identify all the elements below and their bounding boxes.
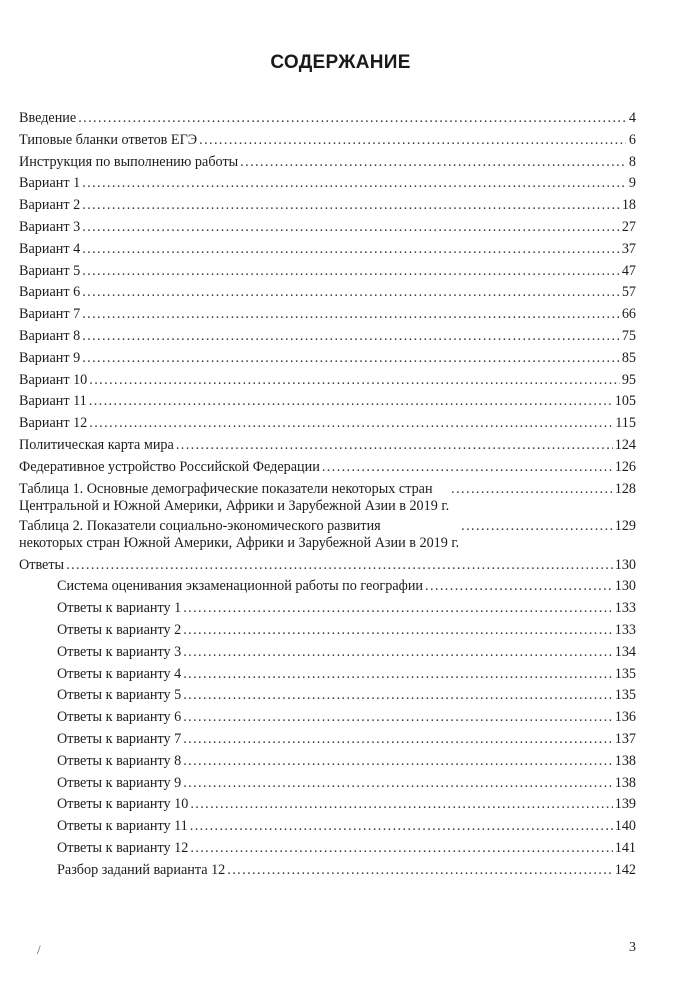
dot-leader xyxy=(227,860,612,882)
dot-leader xyxy=(89,413,613,435)
dot-leader xyxy=(183,664,613,686)
toc-entry-title: Ответы к варианту 1 xyxy=(57,600,182,617)
dot-leader xyxy=(183,685,613,707)
toc-entry-title-line-2: некоторых стран Южной Америки, Африки и Зарубежной Азии в 2019 г. xyxy=(19,534,460,551)
toc-entry-title: Типовые бланки ответов ЕГЭ xyxy=(19,131,198,148)
dot-leader xyxy=(190,838,612,860)
toc-entry-variant-9[interactable] xyxy=(19,348,636,370)
toc-entry-variant-6[interactable] xyxy=(19,282,636,304)
toc-entry-page: 37 xyxy=(621,240,636,257)
toc-entry-title: Ответы к варианту 9 xyxy=(57,774,182,791)
toc-entry-page: 47 xyxy=(621,262,636,279)
dot-leader xyxy=(89,391,613,413)
toc-entry-title-line-1: Таблица 2. Показатели социально-экономического развития xyxy=(19,517,381,534)
toc-entry-page: 6 xyxy=(628,131,636,148)
toc-entry-title: Ответы xyxy=(19,556,65,573)
dot-leader xyxy=(183,642,613,664)
toc-entry-variant-7[interactable] xyxy=(19,304,636,326)
toc-entry-page: 126 xyxy=(614,458,636,475)
toc-entry-title xyxy=(19,518,459,552)
dot-leader xyxy=(183,751,613,773)
toc-entry-answers-variant-7[interactable] xyxy=(19,729,636,751)
dot-leader xyxy=(82,195,620,217)
toc-entry-variant-10[interactable] xyxy=(19,370,636,392)
dot-leader xyxy=(82,282,620,304)
toc-entry-page: 115 xyxy=(615,415,636,432)
toc-entry-variant-8[interactable] xyxy=(19,326,636,348)
dot-leader xyxy=(183,773,613,795)
toc-entry-title: Ответы к варианту 8 xyxy=(57,752,182,769)
toc-entry-variant-1[interactable] xyxy=(19,173,636,195)
toc-entry-answer-forms[interactable] xyxy=(19,130,636,152)
dot-leader xyxy=(82,348,620,370)
toc-entry-answers-variant-11[interactable] xyxy=(19,816,636,838)
toc-entry-introduction[interactable] xyxy=(19,108,636,130)
page-title: СОДЕРЖАНИЕ xyxy=(270,52,411,73)
toc-entry-title: Ответы к варианту 10 xyxy=(57,796,189,813)
dot-leader xyxy=(199,130,626,152)
dot-leader xyxy=(190,794,612,816)
toc-entry-variant-12-analysis[interactable] xyxy=(19,860,636,882)
toc-entry-title-line-2: Центральной и Южной Америки, Африки и Зарубежной Азии в 2019 г. xyxy=(19,497,450,514)
toc-entry-political-map[interactable] xyxy=(19,435,636,457)
toc-entry-answers-variant-6[interactable] xyxy=(19,707,636,729)
dot-leader xyxy=(89,370,620,392)
dot-leader xyxy=(82,326,620,348)
toc-entry-page: 138 xyxy=(614,752,636,769)
toc-entry-title: Ответы к варианту 12 xyxy=(57,839,189,856)
dot-leader xyxy=(425,576,613,598)
toc-entry-title: Ответы к варианту 6 xyxy=(57,709,182,726)
toc-entry-answers-variant-1[interactable] xyxy=(19,598,636,620)
toc-entry-variant-11[interactable] xyxy=(19,391,636,413)
toc-entry-page: 142 xyxy=(614,861,636,878)
toc-entry-page: 95 xyxy=(621,371,636,388)
toc-entry-variant-3[interactable] xyxy=(19,217,636,239)
dot-leader xyxy=(183,620,613,642)
dot-leader xyxy=(82,217,620,239)
toc-entry-title: Политическая карта мира xyxy=(19,436,174,453)
dot-leader xyxy=(461,518,613,535)
toc-entry-answers-variant-12[interactable] xyxy=(19,838,636,860)
stray-mark: / xyxy=(37,942,41,957)
toc-entry-title: Ответы к варианту 5 xyxy=(57,687,182,704)
dot-leader xyxy=(183,598,613,620)
toc-entry-federal-structure[interactable] xyxy=(19,457,636,479)
toc-entry-page: 75 xyxy=(621,327,636,344)
toc-entry-page: 130 xyxy=(614,578,636,595)
toc-entry-page: 9 xyxy=(628,175,636,192)
toc-entry-variant-4[interactable] xyxy=(19,239,636,261)
toc-entry-variant-5[interactable] xyxy=(19,261,636,283)
toc-entry-title: Вариант 9 xyxy=(19,349,81,366)
toc-entry-page: 138 xyxy=(614,774,636,791)
table-of-contents xyxy=(19,108,636,882)
toc-entry-variant-12[interactable] xyxy=(19,413,636,435)
dot-leader xyxy=(78,108,626,130)
toc-entry-answers-variant-8[interactable] xyxy=(19,751,636,773)
toc-entry-title: Вариант 10 xyxy=(19,371,88,388)
toc-entry-page: 141 xyxy=(614,839,636,856)
toc-entry-page: 57 xyxy=(621,284,636,301)
toc-entry-title: Вариант 5 xyxy=(19,262,81,279)
toc-entry-page: 124 xyxy=(614,436,636,453)
toc-entry-title: Вариант 8 xyxy=(19,327,81,344)
toc-entry-page: 133 xyxy=(614,600,636,617)
dot-leader xyxy=(66,555,613,577)
dot-leader xyxy=(322,457,613,479)
dot-leader xyxy=(82,239,620,261)
toc-entry-title: Система оценивания экзаменационной работы по географии xyxy=(57,578,424,595)
toc-entry-answers-variant-4[interactable] xyxy=(19,664,636,686)
dot-leader xyxy=(190,816,613,838)
dot-leader xyxy=(451,481,613,498)
toc-entry-title xyxy=(19,481,449,515)
toc-entry-page: 8 xyxy=(628,153,636,170)
dot-leader xyxy=(82,261,620,283)
dot-leader xyxy=(183,729,613,751)
toc-entry-page: 130 xyxy=(614,556,636,573)
toc-entry-page: 140 xyxy=(614,818,636,835)
toc-entry-title: Ответы к варианту 3 xyxy=(57,643,182,660)
toc-entry-page: 66 xyxy=(621,306,636,323)
toc-entry-page: 129 xyxy=(614,517,636,534)
toc-entry-variant-2[interactable] xyxy=(19,195,636,217)
toc-entry-table-2[interactable] xyxy=(19,518,636,552)
toc-entry-title: Вариант 1 xyxy=(19,175,81,192)
toc-entry-title: Вариант 3 xyxy=(19,218,81,235)
toc-entry-title: Вариант 4 xyxy=(19,240,81,257)
toc-entry-answers-variant-5[interactable] xyxy=(19,685,636,707)
toc-entry-page: 85 xyxy=(621,349,636,366)
toc-entry-title: Инструкция по выполнению работы xyxy=(19,153,239,170)
dot-leader xyxy=(82,173,626,195)
toc-entry-page: 4 xyxy=(628,110,636,126)
page-number: 3 xyxy=(629,940,636,955)
toc-entry-page: 133 xyxy=(614,621,636,638)
toc-entry-answers-variant-10[interactable] xyxy=(19,794,636,816)
toc-entry-title: Вариант 7 xyxy=(19,306,81,323)
dot-leader xyxy=(82,304,620,326)
toc-entry-page: 135 xyxy=(614,687,636,704)
toc-entry-title: Ответы к варианту 7 xyxy=(57,730,182,747)
toc-entry-page: 137 xyxy=(614,730,636,747)
toc-entry-title: Разбор заданий варианта 12 xyxy=(57,861,226,878)
toc-entry-page: 18 xyxy=(621,197,636,214)
toc-entry-page: 139 xyxy=(614,796,636,813)
toc-entry-title: Вариант 11 xyxy=(19,393,87,410)
toc-entry-title: Ответы к варианту 11 xyxy=(57,818,188,835)
toc-entry-title: Ответы к варианту 2 xyxy=(57,621,182,638)
toc-entry-answers[interactable] xyxy=(19,555,636,577)
toc-entry-grading-system[interactable] xyxy=(19,576,636,598)
toc-entry-table-1[interactable] xyxy=(19,481,636,515)
toc-entry-answers-variant-3[interactable] xyxy=(19,642,636,664)
toc-entry-page: 134 xyxy=(614,643,636,660)
toc-entry-page: 135 xyxy=(614,665,636,682)
toc-entry-page: 27 xyxy=(621,218,636,235)
toc-entry-title-line-1: Таблица 1. Основные демографические показатели некоторых стран xyxy=(19,480,433,497)
toc-entry-title: Вариант 6 xyxy=(19,284,81,301)
toc-entry-page: 128 xyxy=(614,480,636,497)
toc-entry-title: Ответы к варианту 4 xyxy=(57,665,182,682)
toc-entry-title: Федеративное устройство Российской Федерации xyxy=(19,458,320,475)
toc-entry-instructions[interactable] xyxy=(19,152,636,174)
toc-entry-page: 105 xyxy=(614,393,636,410)
toc-entry-title: Вариант 2 xyxy=(19,197,81,214)
toc-entry-title: Введение xyxy=(19,110,77,126)
dot-leader xyxy=(240,152,626,174)
toc-entry-answers-variant-9[interactable] xyxy=(19,773,636,795)
toc-entry-answers-variant-2[interactable] xyxy=(19,620,636,642)
toc-entry-page: 136 xyxy=(614,709,636,726)
dot-leader xyxy=(183,707,613,729)
toc-entry-title: Вариант 12 xyxy=(19,415,88,432)
dot-leader xyxy=(176,435,613,457)
